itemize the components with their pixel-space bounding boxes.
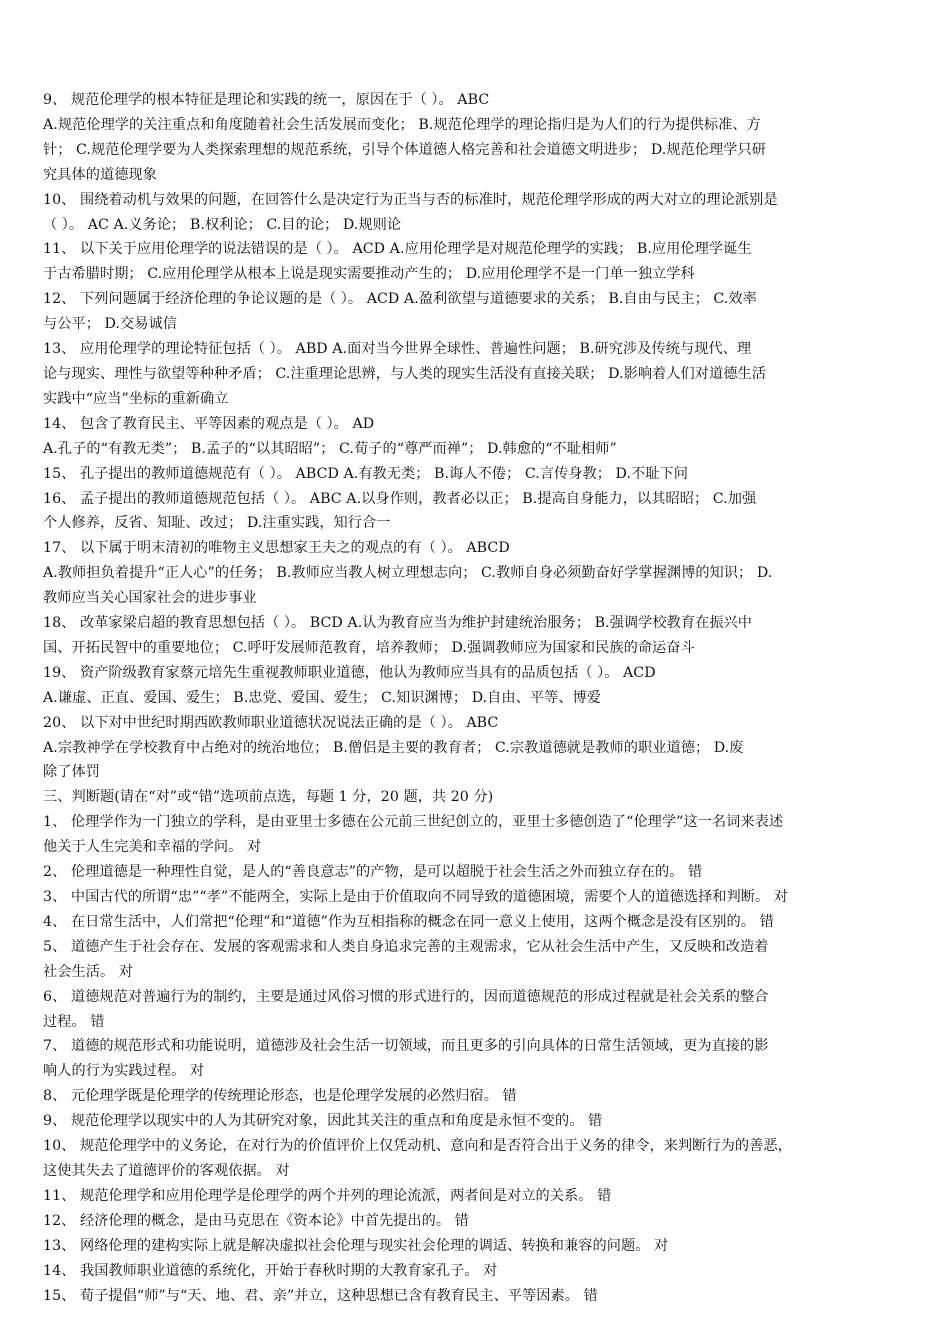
- text-line: 个人修养，反省、知耻、改过； D.注重实践，知行合一: [43, 515, 391, 532]
- text-line: 4、 在日常生活中，人们常把“伦理”和“道德”作为互相指称的概念在同一意义上使用，这两个概念是没有区别的。 错: [43, 913, 774, 930]
- text-line: 10、 围绕着动机与效果的问题，在回答什么是决定行为正当与否的标准时，规范伦理学形成的两大对立的理论派别是: [43, 191, 778, 208]
- text-line: 14、 我国教师职业道德的系统化，开始于春秋时期的大教育家孔子。 对: [43, 1262, 498, 1279]
- text-line: A.孔子的“有教无类”； B.孟子的“以其昭昭”； C.荀子的“尊严而禅”； D.韩愈的“不耻相师”: [43, 440, 617, 457]
- text-line: 12、 经济伦理的概念，是由马克思在《资本论》中首先提出的。 错: [43, 1212, 469, 1229]
- text-line: 5、 道德产生于社会存在、发展的客观需求和人类自身追求完善的主观需求，它从社会生活中产生，又反映和改造着: [43, 938, 769, 955]
- text-line: A.谦虚、正直、爱国、爱生； B.忠党、爱国、爱生； C.知识渊博； D.自由、平等、博爱: [43, 689, 602, 706]
- text-line: 6、 道德规范对普遍行为的制约，主要是通过风俗习惯的形式进行的，因而道德规范的形成过程就是社会关系的整合: [43, 988, 769, 1005]
- text-line: 7、 道德的规范形式和功能说明，道德涉及社会生活一切领域，而且更多的引向具体的日常生活领域，更为直接的影: [43, 1038, 769, 1055]
- document-page: [43, 88, 909, 1308]
- text-line: 除了体罚: [43, 764, 100, 781]
- text-line: 18、 改革家梁启超的教育思想包括（ ）。 BCD A.认为教育应当为维护封建统治服务； B.强调学校教育在振兴中: [43, 615, 753, 632]
- text-line: 实践中“应当”坐标的重新确立: [43, 390, 229, 407]
- text-line: 这使其失去了道德评价的客观依据。 对: [43, 1162, 290, 1179]
- text-line: 11、 以下关于应用伦理学的说法错误的是（ ）。 ACD A.应用伦理学是对规范伦理学的实践； B.应用伦理学诞生: [43, 241, 752, 258]
- text-line: 19、 资产阶级教育家蔡元培先生重视教师职业道德，他认为教师应当具有的品质包括（ ）。 ACD: [43, 664, 656, 681]
- text-line: 2、 伦理道德是一种理性自觉，是人的“善良意志”的产物，是可以超脱于社会生活之外而独立存在的。 错: [43, 864, 703, 881]
- text-line: 响人的行为实践过程。 对: [43, 1063, 205, 1080]
- text-line: A.宗教神学在学校教育中占绝对的统治地位； B.僧侣是主要的教育者； C.宗教道德就是教师的职业道德； D.废: [43, 739, 744, 756]
- text-line: 14、 包含了教育民主、平等因素的观点是（ ）。 AD: [43, 415, 375, 432]
- section-heading: 三、判断题(请在“对”或“错”选项前点选，每题 1 分，20 题，共 20 分): [43, 789, 494, 806]
- text-line: 8、 元伦理学既是伦理学的传统理论形态，也是伦理学发展的必然归宿。 错: [43, 1088, 517, 1105]
- text-line: 1、 伦理学作为一门独立的学科，是由亚里士多德在公元前三世纪创立的，亚里士多德创造了“伦理学”这一名词来表述: [43, 814, 784, 831]
- text-line: 过程。 错: [43, 1013, 105, 1030]
- text-line: 教师应当关心国家社会的进步事业: [43, 590, 257, 607]
- text-line: 13、 应用伦理学的理论特征包括（ ）。 ABD A.面对当今世界全球性、普遍性问题； B.研究涉及传统与现代、理: [43, 341, 752, 358]
- text-line: 17、 以下属于明末清初的唯物主义思想家王夫之的观点的有（ ）。 ABCD: [43, 540, 510, 557]
- text-line: 3、 中国古代的所谓“忠”“孝”不能两全，实际上是由于价值取向不同导致的道德困境，需要个人的道德选择和判断。 对: [43, 889, 789, 905]
- text-line: 社会生活。 对: [43, 963, 133, 980]
- text-line: （ ）。 AC A.义务论； B.权利论； C.目的论； D.规则论: [43, 216, 402, 233]
- text-line: 10、 规范伦理学中的义务论，在对行为的价值评价上仅凭动机、意向和是否符合出于义务的律令，来判断行为的善恶，: [43, 1138, 792, 1155]
- text-line: 15、 孔子提出的教师道德规范有（ ）。 ABCD A.有教无类； B.诲人不倦； C.言传身教； D.不耻下问: [43, 465, 688, 482]
- text-line: 11、 规范伦理学和应用伦理学是伦理学的两个并列的理论流派，两者间是对立的关系。 错: [43, 1187, 612, 1204]
- text-line: 国、开拓民智中的重要地位； C.呼吁发展师范教育，培养教师； D.强调教师应为国家和民族的命运奋斗: [43, 639, 695, 656]
- text-line: 12、 下列问题属于经济伦理的争论议题的是（ ）。 ACD A.盈利欲望与道德要求的关系； B.自由与民主； C.效率: [43, 291, 757, 308]
- text-line: 针； C.规范伦理学要为人类探索理想的规范系统，引导个体道德人格完善和社会道德文明进步； D.规范伦理学只研: [43, 141, 766, 158]
- text-line: 16、 孟子提出的教师道德规范包括（ ）。 ABC A.以身作则，教者必以正； B.提高自身能力，以其昭昭； C.加强: [43, 490, 757, 507]
- text-line: 究具体的道德现象: [43, 166, 157, 183]
- text-line: 他关于人生完美和幸福的学问。 对: [43, 839, 262, 856]
- text-line: A.教师担负着提升“正人心”的任务； B.教师应当教人树立理想志向； C.教师自身必须勤奋好学掌握渊博的知识； D.: [43, 565, 773, 582]
- text-line: 论与现实、理性与欲望等种种矛盾； C.注重理论思辨，与人类的现实生活没有直接关联； D.影响着人们对道德生活: [43, 365, 766, 382]
- text-line: A.规范伦理学的关注重点和角度随着社会生活发展而变化； B.规范伦理学的理论指归是为人们的行为提供标准、方: [43, 116, 761, 133]
- text-line: 9、 规范伦理学以现实中的人为其研究对象，因此其关注的重点和角度是永恒不变的。 错: [43, 1113, 603, 1130]
- text-line: 于古希腊时期； C.应用伦理学从根本上说是现实需要推动产生的； D.应用伦理学不是一门单一独立学科: [43, 266, 695, 283]
- text-line: 15、 荀子提倡“师”与“天、地、君、亲”并立，这种思想已含有教育民主、平等因素。 错: [43, 1287, 598, 1304]
- text-line: 20、 以下对中世纪时期西欧教师职业道德状况说法正确的是（ ）。 ABC: [43, 714, 499, 731]
- text-line: 9、 规范伦理学的根本特征是理论和实践的统一，原因在于（ ）。 ABC: [43, 92, 490, 108]
- text-line: 13、 网络伦理的建构实际上就是解决虚拟社会伦理与现实社会伦理的调适、转换和兼容的问题。 对: [43, 1237, 669, 1254]
- text-line: 与公平； D.交易诚信: [43, 316, 177, 333]
